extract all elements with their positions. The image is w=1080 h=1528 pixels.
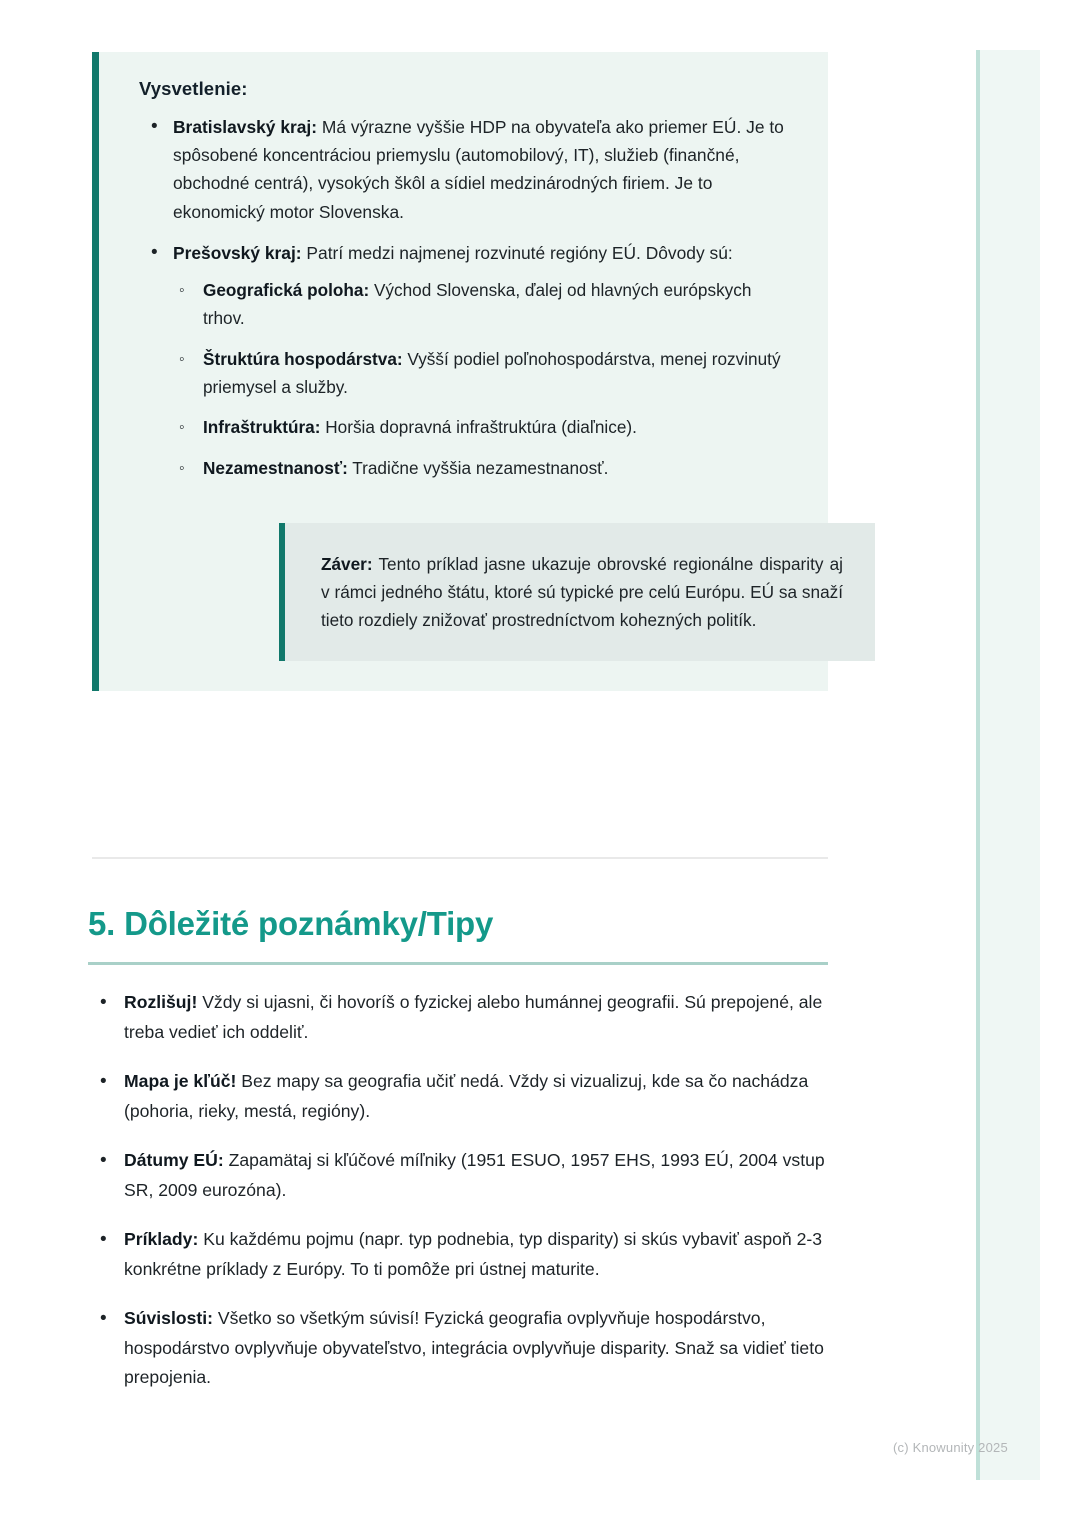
explanation-sublist (173, 277, 794, 483)
sub-list-item (173, 346, 794, 402)
list-item-text: Všetko so všetkým súvisí! Fyzická geografia ovplyvňuje hospodárstvo, hospodárstvo ovplyvňuje obyvateľstvo, integrácia ovplyvňuje disparity. Snaž sa vidieť tieto prepojenia. (124, 1308, 824, 1388)
list-item (88, 1067, 848, 1126)
list-item-lead: Prešovský kraj: (173, 242, 302, 263)
list-item-text: Má výrazne vyššie HDP na obyvateľa ako priemer EÚ. Je to spôsobené koncentráciou priemyslu (automobilový, IT), služieb (finančné, obchodné centrá), vysokých škôl a sídiel medzinárodných firiem. Je to ekonomický motor Slovenska. (173, 117, 784, 222)
list-item-text: Vždy si ujasni, či hovoríš o fyzickej alebo humánnej geografii. Sú prepojené, ale treba vedieť ich oddeliť. (124, 992, 823, 1042)
list-item-lead: Príklady: (124, 1229, 199, 1250)
sub-list-item-lead: Štruktúra hospodárstva: (203, 348, 403, 369)
heading-underline (88, 962, 828, 965)
explanation-callout (92, 52, 843, 691)
list-item (139, 239, 843, 661)
sub-list-item-lead: Geografická poloha: (203, 279, 370, 300)
copyright-watermark: (c) Knowunity 2025 (893, 1440, 1008, 1455)
sub-list-item (173, 277, 794, 333)
sub-list-item-text: Vyšší podiel poľnohospodárstva, menej rozvinutý priemysel a služby. (203, 348, 781, 397)
list-item (88, 1225, 848, 1284)
list-item-text: Bez mapy sa geografia učiť nedá. Vždy si vizualizuj, kde sa čo nachádza (pohoria, rieky, mestá, regióny). (124, 1071, 809, 1121)
list-item-lead: Mapa je kľúč! (124, 1071, 237, 1092)
sub-list-item (173, 414, 794, 442)
list-item (88, 1146, 848, 1205)
tips-list (88, 988, 848, 1413)
list-item-lead: Súvislosti: (124, 1308, 213, 1329)
page-title: 5. Dôležité poznámky/Tipy (88, 905, 494, 942)
list-item-text: Zapamätaj si kľúčové míľniky (1951 ESUO, 1957 EHS, 1993 EÚ, 2004 vstup SR, 2009 eurozóna). (124, 1150, 825, 1200)
sub-list-item-lead: Nezamestnanosť: (203, 458, 348, 479)
list-item-lead: Bratislavský kraj: (173, 117, 318, 137)
explanation-title: Vysvetlenie: (139, 78, 248, 99)
sub-list-item-text: Horšia dopravná infraštruktúra (diaľnice). (320, 417, 637, 438)
list-item (139, 113, 794, 226)
conclusion-lead: Záver: (321, 554, 373, 575)
conclusion-text: Tento príklad jasne ukazuje obrovské regionálne disparity aj v rámci jedného štátu, ktoré sú typické pre celú Európu. EÚ sa snaží tieto rozdiely znižovať prostredníctvom kohezných politík. (321, 554, 843, 630)
right-edge-panel (976, 50, 1040, 1480)
conclusion-callout (279, 523, 875, 661)
sub-list-item-text: Východ Slovenska, ďalej od hlavných európskych trhov. (203, 279, 752, 328)
sub-list-item-lead: Infraštruktúra: (203, 417, 321, 438)
list-item-text: Patrí medzi najmenej rozvinuté regióny EÚ. Dôvody sú: (301, 242, 733, 263)
list-item (88, 1304, 848, 1393)
sub-list-item-text: Tradične vyššia nezamestnanosť. (347, 458, 609, 479)
sub-list-item (173, 455, 794, 483)
explanation-list (139, 113, 843, 661)
list-item (88, 988, 848, 1047)
list-item-lead: Dátumy EÚ: (124, 1150, 224, 1171)
section-divider (92, 857, 828, 859)
list-item-text: Ku každému pojmu (napr. typ podnebia, typ disparity) si skús vybaviť aspoň 2-3 konkrétne príklady z Európy. To ti pomôže pri ústnej maturite. (124, 1229, 823, 1279)
list-item-lead: Rozlišuj! (124, 992, 198, 1012)
